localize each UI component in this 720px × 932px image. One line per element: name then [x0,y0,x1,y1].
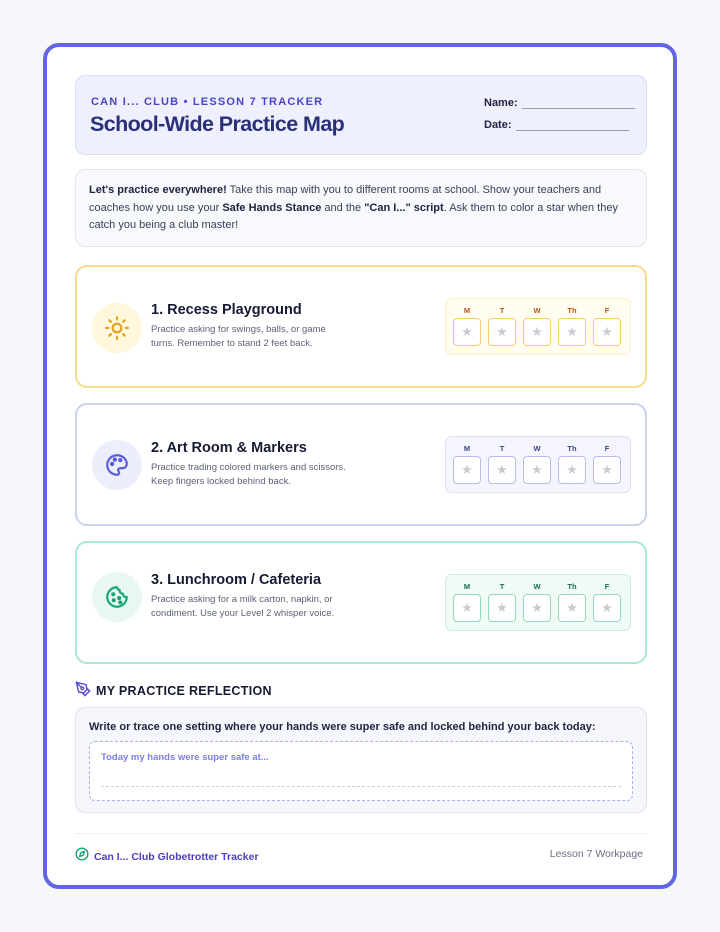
day-label: Th [567,306,577,315]
pen-icon [75,681,91,702]
compass-icon [75,847,89,866]
day-label: F [604,444,610,453]
footer-brand [75,847,259,866]
star-box[interactable] [593,456,621,484]
star-box[interactable] [488,318,516,346]
day-column [453,299,481,356]
intro-lead: Let's practice everywhere! [89,184,227,196]
worksheet-frame [43,43,677,889]
star-box[interactable] [593,318,621,346]
star-box[interactable] [453,594,481,622]
star-icon: ★ [601,324,613,339]
intro-bold-2: "Can I..." script [364,201,444,214]
star-icon: ★ [566,324,578,339]
day-label: W [533,444,541,453]
star-box[interactable] [558,318,586,346]
star-icon: ★ [566,600,578,615]
star-icon: ★ [461,600,473,615]
day-column [593,437,621,494]
date-label: Date: [484,119,512,131]
star-box[interactable] [523,594,551,622]
day-column [453,575,481,632]
worksheet-header [75,75,647,155]
day-column [523,299,551,356]
day-label: W [533,306,541,315]
reflection-answer-box[interactable] [89,741,633,801]
star-icon: ★ [601,600,613,615]
weekly-star-tracker [445,298,631,355]
star-icon: ★ [461,324,473,339]
date-field[interactable] [484,119,629,131]
name-field[interactable] [484,97,635,109]
star-icon: ★ [531,324,543,339]
star-box[interactable] [593,594,621,622]
day-column [523,437,551,494]
day-label: Th [567,582,577,591]
star-icon: ★ [461,462,473,477]
intro-text-3: . Ask them to color a star when they catch you being a club master! [89,201,618,231]
date-line[interactable] [516,130,629,131]
star-box[interactable] [453,456,481,484]
footer-page-label: Lesson 7 Workpage [549,848,643,860]
day-column [593,299,621,356]
day-column [558,299,586,356]
day-label: F [604,582,610,591]
card-title: 1. Recess Playground [151,302,302,318]
day-label: M [463,582,471,591]
day-label: T [499,444,505,453]
day-column [488,437,516,494]
day-label: F [604,306,610,315]
day-column [523,575,551,632]
day-label: M [463,444,471,453]
setting-card-art-room [75,403,647,526]
star-icon: ★ [496,600,508,615]
day-column [488,575,516,632]
weekly-star-tracker [445,436,631,493]
day-label: W [533,582,541,591]
intro-panel [75,169,647,247]
star-icon: ★ [496,462,508,477]
day-label: Th [567,444,577,453]
setting-card-recess [75,265,647,388]
star-box[interactable] [488,456,516,484]
reflection-panel [75,707,647,813]
reflection-title: MY PRACTICE REFLECTION [96,684,272,698]
star-icon: ★ [531,600,543,615]
card-description: Practice asking for swings, balls, or game turns. Remember to stand 2 feet back. [151,324,326,349]
palette-icon [92,440,142,490]
intro-text-2: and the [321,201,365,214]
cookie-icon [92,572,142,622]
day-label: T [499,582,505,591]
day-column [558,437,586,494]
star-box[interactable] [523,318,551,346]
card-title: 3. Lunchroom / Cafeteria [151,572,322,588]
day-label: T [499,306,505,315]
intro-bold-1: Safe Hands Stance [222,201,322,214]
star-icon: ★ [601,462,613,477]
footer-title: Can I... Club Globetrotter Tracker [94,850,259,863]
card-title: 2. Art Room & Markers [151,440,307,456]
writing-line [101,786,621,787]
setting-card-lunchroom [75,541,647,664]
sun-icon [92,303,142,353]
reflection-prompt: Write or trace one setting where your hands were super safe and locked behind your back today: [89,721,596,733]
star-box[interactable] [453,318,481,346]
card-description: Practice trading colored markers and scissors. Keep fingers locked behind back. [151,462,346,487]
page-title: School-Wide Practice Map [90,112,345,136]
star-box[interactable] [488,594,516,622]
reflection-heading [75,681,272,701]
day-column [453,437,481,494]
day-column [488,299,516,356]
footer-divider [75,833,647,834]
day-column [558,575,586,632]
star-box[interactable] [558,456,586,484]
day-column [593,575,621,632]
star-box[interactable] [558,594,586,622]
lesson-eyebrow: CAN I... CLUB • LESSON 7 TRACKER [91,96,324,108]
intro-text-1: Take this map with you to different rooms at school. Show your teachers and coaches how you use your [89,184,602,214]
name-label: Name: [484,97,518,109]
day-label: M [463,306,471,315]
card-description: Practice asking for a milk carton, napkin, or condiment. Use your Level 2 whisper voice. [151,594,335,619]
weekly-star-tracker [445,574,631,631]
star-icon: ★ [531,462,543,477]
name-line[interactable] [522,108,635,109]
star-icon: ★ [566,462,578,477]
reflection-placeholder: Today my hands were super safe at... [101,752,269,763]
star-icon: ★ [496,324,508,339]
star-box[interactable] [523,456,551,484]
